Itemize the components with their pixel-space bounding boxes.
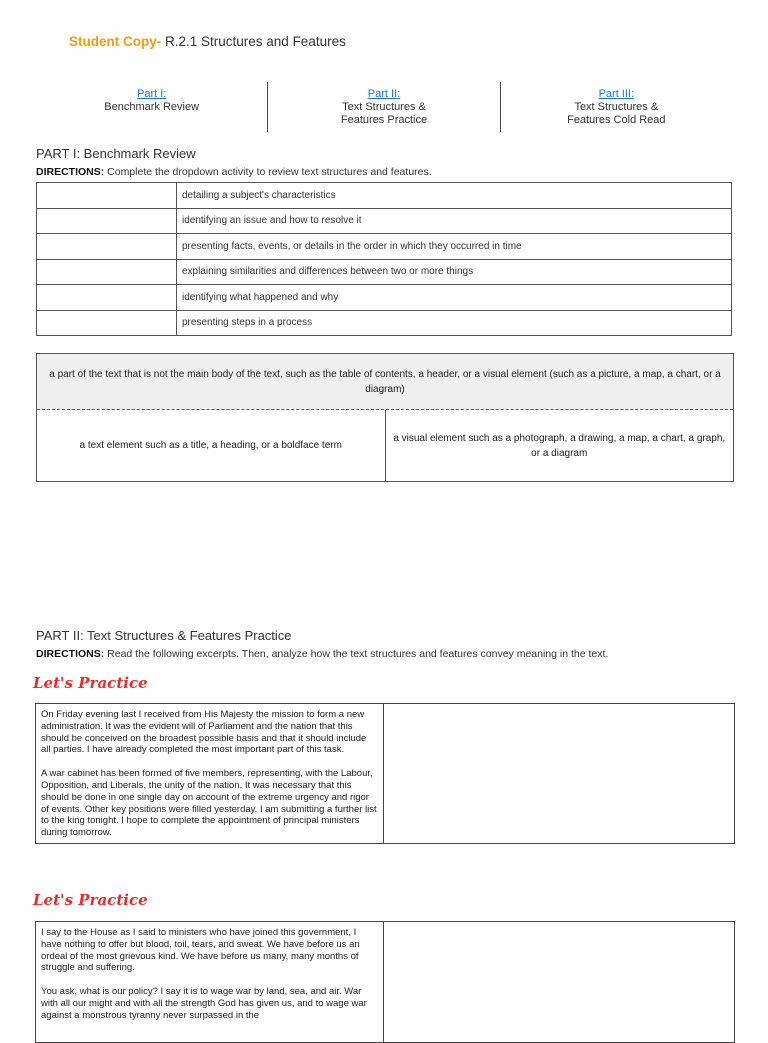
excerpt-2-text bbox=[36, 922, 384, 1042]
nav-part-3 bbox=[500, 82, 732, 132]
table-row bbox=[37, 310, 732, 336]
dropdown-answer-cell[interactable] bbox=[37, 183, 177, 209]
structure-definition: presenting steps in a process bbox=[177, 310, 732, 336]
structure-definition: detailing a subject's characteristics bbox=[177, 183, 732, 209]
nav-part-2 bbox=[267, 82, 499, 132]
nav-part-1-link[interactable]: Part I: bbox=[136, 88, 167, 100]
student-copy-label: Student Copy- bbox=[69, 34, 162, 49]
part-2-directions-label: DIRECTIONS: bbox=[36, 648, 105, 660]
dropdown-answer-cell[interactable] bbox=[37, 259, 177, 285]
lesson-title: R.2.1 Structures and Features bbox=[161, 34, 346, 49]
table-row bbox=[37, 208, 732, 234]
excerpt-paragraph: On Friday evening last I received from His Majesty the mission to form a new administration. It was the evident will of Parliament and the nation that this should be conceived on the broadest possible basis and that it should include all parties. I have already completed the most important part of this task. bbox=[41, 709, 367, 756]
table-row bbox=[37, 183, 732, 209]
part-2-directions-text: Read the following excerpts. Then, analyze how the text structures and features convey meaning in the text. bbox=[104, 648, 609, 660]
part-1-heading: PART I: Benchmark Review bbox=[36, 146, 196, 161]
dropdown-answer-cell[interactable] bbox=[37, 208, 177, 234]
excerpt-2 bbox=[35, 921, 735, 1043]
graphic-feature-definition: a visual element such as a photograph, a drawing, a map, a chart, a graph, or a diagram bbox=[385, 410, 734, 481]
excerpt-1-answer-area[interactable] bbox=[384, 704, 734, 843]
part-1-directions-label: DIRECTIONS: bbox=[36, 166, 105, 178]
table-row bbox=[37, 259, 732, 285]
table-row bbox=[37, 234, 732, 260]
dropdown-answer-cell[interactable] bbox=[37, 234, 177, 260]
excerpt-2-answer-area[interactable] bbox=[384, 922, 734, 1042]
nav-part-3-text-line1: Text Structures & bbox=[574, 101, 659, 113]
table-row bbox=[37, 285, 732, 311]
nav-part-2-text-line2: Features Practice bbox=[340, 114, 428, 126]
text-feature-definition: a part of the text that is not the main body of the text, such as the table of contents, a header, or a visual element (such as a picture, a map, a chart, or a diagram) bbox=[37, 354, 733, 410]
nav-part-2-link[interactable]: Part II: bbox=[367, 88, 401, 100]
print-feature-definition: a text element such as a title, a heading, or a boldface term bbox=[79, 440, 342, 451]
structure-definition: identifying what happened and why bbox=[177, 285, 732, 311]
excerpt-1 bbox=[35, 703, 735, 844]
part-1-directions bbox=[36, 166, 432, 178]
structure-definition: presenting facts, events, or details in the order in which they occurred in time bbox=[177, 234, 732, 260]
excerpt-paragraph: A war cabinet has been formed of five members, representing, with the Labour, Opposition, and Liberals, the unity of the nation. It was necessary that this should be done in one single day on account of the extreme urgency and rigor of events. Other key positions were filled yesterday. I am submitting a further list to the king tonight. I hope to complete the appointment of principal ministers during tomorrow. bbox=[41, 768, 377, 839]
structure-definition: explaining similarities and differences between two or more things bbox=[177, 259, 732, 285]
text-features-diagram bbox=[36, 353, 734, 482]
structure-definition: identifying an issue and how to resolve it bbox=[177, 208, 732, 234]
part-2-heading: PART II: Text Structures & Features Practice bbox=[36, 628, 292, 643]
nav-part-2-text-line1: Text Structures & bbox=[342, 101, 426, 113]
part-2-directions bbox=[36, 648, 608, 660]
lets-practice-label-2: Let's Practice bbox=[33, 891, 148, 909]
excerpt-1-text bbox=[36, 704, 384, 843]
page-title bbox=[69, 34, 346, 49]
part-1-directions-text: Complete the dropdown activity to review text structures and features. bbox=[104, 166, 432, 178]
excerpt-paragraph: I say to the House as I said to ministers who have joined this government, I have nothing to offer but blood, toil, tears, and sweat. We have before us an ordeal of the most grievous kind. We have before us many, many months of struggle and suffering. bbox=[41, 927, 360, 974]
text-structures-table bbox=[36, 182, 732, 336]
nav-part-3-link[interactable]: Part III: bbox=[598, 88, 635, 100]
part-navigation bbox=[36, 82, 732, 132]
dropdown-answer-cell[interactable] bbox=[37, 285, 177, 311]
nav-part-3-text-line2: Features Cold Read bbox=[567, 114, 666, 126]
excerpt-paragraph: You ask, what is our policy? I say it is to wage war by land, sea, and air. War with all our might and with all the strength God has given us, and to wage war against a monstrous tyranny never surpassed in the bbox=[41, 986, 367, 1021]
text-feature-subtypes bbox=[37, 410, 733, 481]
nav-part-1-text: Benchmark Review bbox=[104, 101, 200, 113]
lets-practice-label-1: Let's Practice bbox=[33, 674, 148, 692]
dropdown-answer-cell[interactable] bbox=[37, 310, 177, 336]
nav-part-1 bbox=[36, 82, 267, 132]
